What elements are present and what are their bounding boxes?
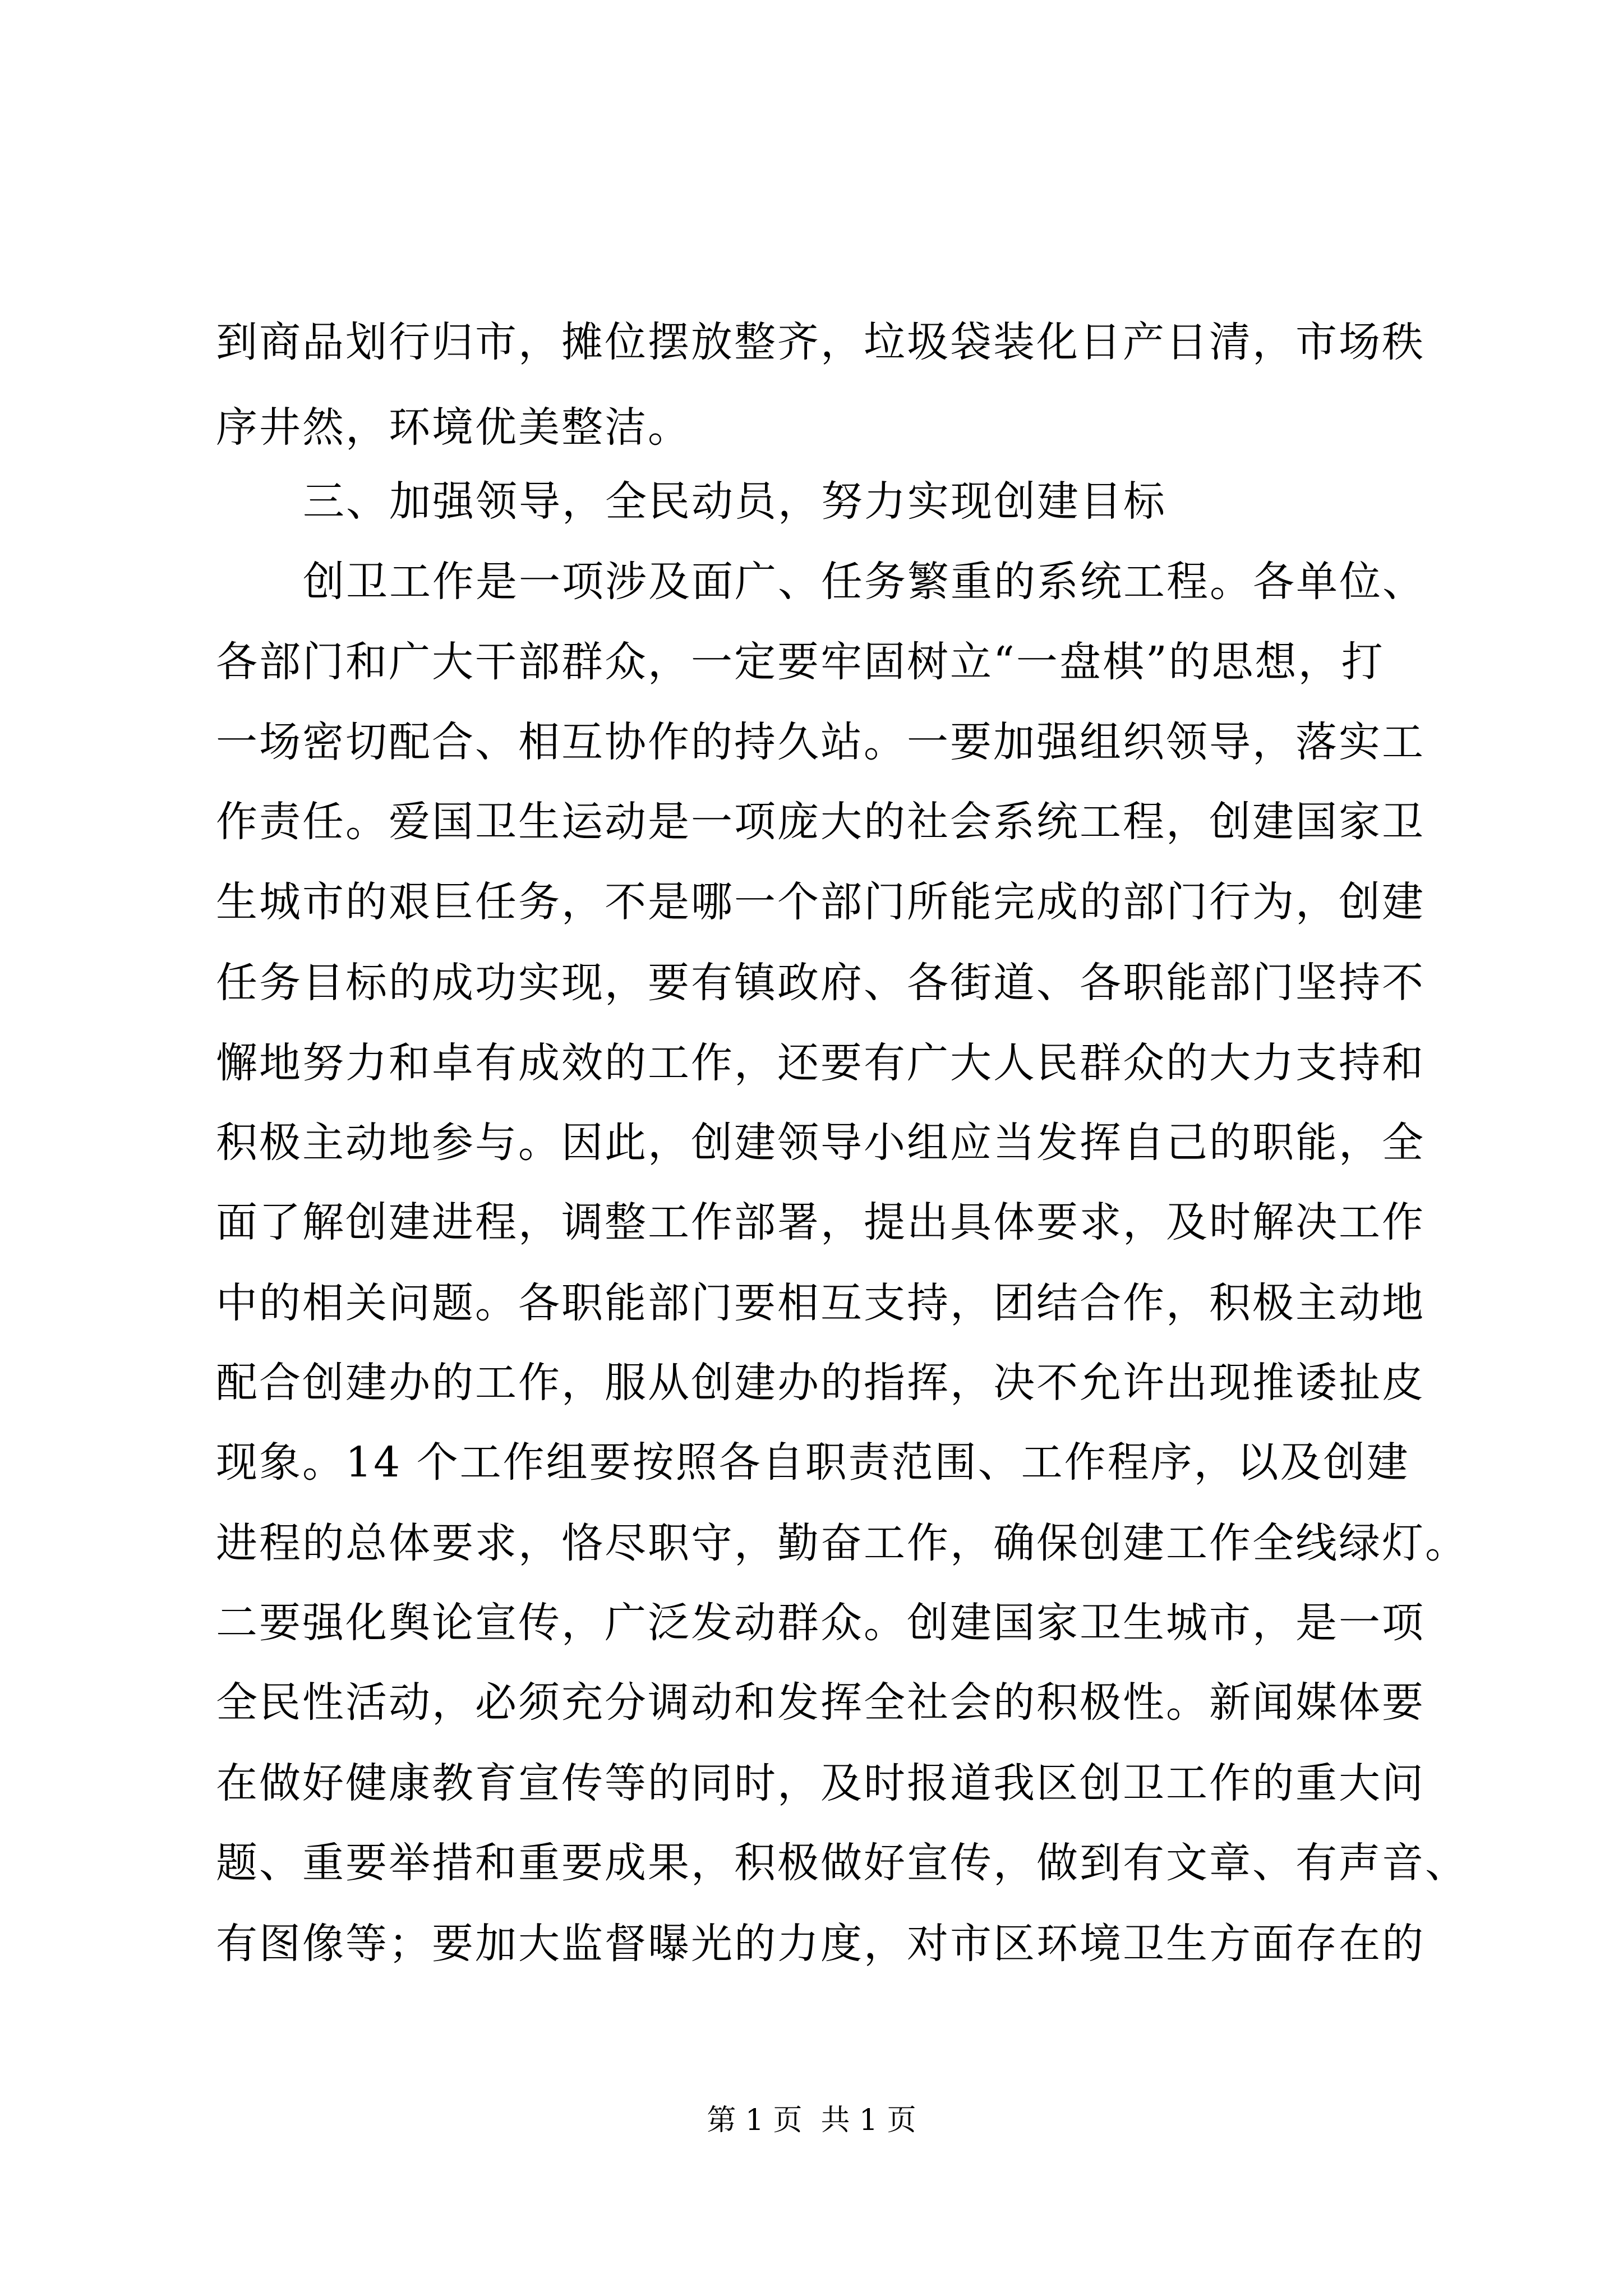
body-line-13: 中的相关问题。各职能部门要相互支持，团结合作，积极主动地	[216, 1279, 1425, 1327]
body-line-17: 二要强化舆论宣传，广泛发动群众。创建国家卫生城市，是一项	[216, 1599, 1425, 1647]
body-line-1: 到商品划行归市，摊位摆放整齐，垃圾袋装化日产日清，市场秩	[216, 318, 1425, 366]
body-line-6: 一场密切配合、相互协作的持久站。一要加强组织领导，落实工	[216, 718, 1425, 766]
body-line-8: 生城市的艰巨任务，不是哪一个部门所能完成的部门行为，创建	[216, 878, 1425, 926]
body-line-15: 现象。14 个工作组要按照各自职责范围、工作程序，以及创建	[216, 1438, 1410, 1487]
body-line-18: 全民性活动，必须充分调动和发挥全社会的积极性。新闻媒体要	[216, 1678, 1425, 1727]
body-line-2: 序井然，环境优美整洁。	[216, 403, 691, 452]
body-line-16: 进程的总体要求，恪尽职守，勤奋工作，确保创建工作全线绿灯。	[216, 1519, 1468, 1567]
body-line-4: 创卫工作是一项涉及面广、任务繁重的系统工程。各单位、	[303, 558, 1426, 606]
body-line-7: 作责任。爱国卫生运动是一项庞大的社会系统工程，创建国家卫	[216, 798, 1425, 846]
body-line-10: 懈地努力和卓有成效的工作，还要有广大人民群众的大力支持和	[216, 1039, 1425, 1087]
body-line-5: 各部门和广大干部群众，一定要牢固树立“一盘棋”的思想，打	[216, 638, 1385, 686]
section-heading: 三、加强领导，全民动员，努力实现创建目标	[303, 477, 1166, 526]
body-line-19: 在做好健康教育宣传等的同时，及时报道我区创卫工作的重大问	[216, 1759, 1425, 1807]
body-line-11: 积极主动地参与。因此，创建领导小组应当发挥自己的职能，全	[216, 1119, 1425, 1167]
body-line-20: 题、重要举措和重要成果，积极做好宣传，做到有文章、有声音、	[216, 1839, 1468, 1887]
page-number-footer: 第 1 页 共 1 页	[707, 2104, 916, 2137]
body-line-12: 面了解创建进程，调整工作部署，提出具体要求，及时解决工作	[216, 1198, 1425, 1246]
body-line-9: 任务目标的成功实现，要有镇政府、各街道、各职能部门坚持不	[216, 959, 1425, 1007]
body-line-14: 配合创建办的工作，服从创建办的指挥，决不允许出现推诿扯皮	[216, 1359, 1425, 1407]
body-line-21: 有图像等；要加大监督曝光的力度，对市区环境卫生方面存在的	[216, 1920, 1425, 1968]
